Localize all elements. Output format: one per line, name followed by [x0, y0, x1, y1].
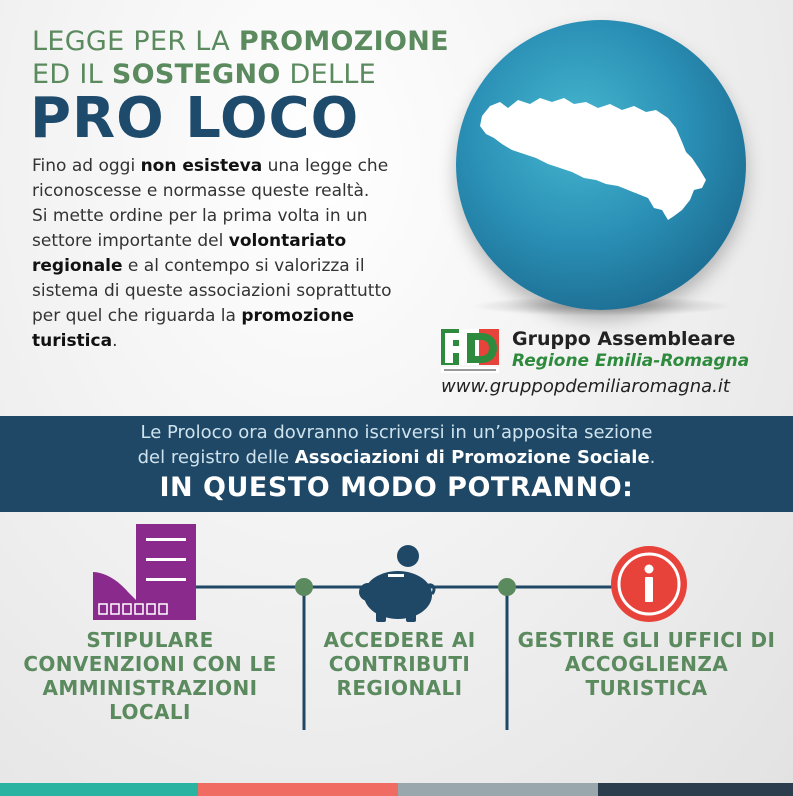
title-line-1: LEGGE PER LA PROMOZIONE — [32, 26, 449, 57]
emilia-romagna-map-icon — [478, 94, 708, 224]
info-icon — [611, 546, 687, 622]
info-band — [0, 416, 793, 512]
piggy-bank-icon — [359, 545, 434, 622]
org-region: Regione Emilia-Romagna — [512, 351, 750, 371]
band-heading: IN QUESTO MODO POTRANNO: — [159, 472, 634, 503]
color-strip-4 — [598, 783, 793, 796]
benefit-label-3: GESTIRE GLI UFFICI DI ACCOGLIENZA TURISTICA — [517, 628, 776, 700]
band-text-line-2: del registro delle Associazioni di Promozione Sociale. — [137, 447, 656, 468]
color-strip-2 — [198, 783, 398, 796]
org-url[interactable]: www.gruppopdemiliaromagna.it — [441, 376, 730, 397]
benefit-label-1: STIPULARE CONVENZIONI CON LE AMMINISTRAZIONI LOCALI — [23, 628, 277, 724]
connector-dot-left — [295, 578, 313, 596]
benefit-label-2: ACCEDERE AI CONTRIBUTI REGIONALI — [323, 628, 476, 700]
page-title: PRO LOCO — [30, 86, 360, 151]
title-line-2: ED IL SOSTEGNO DELLE — [32, 59, 377, 90]
connector-dot-right — [498, 578, 516, 596]
band-text-line-1: Le Proloco ora dovranno iscriversi in un’apposita sezione — [140, 422, 653, 443]
color-strip-1 — [0, 783, 198, 796]
intro-text: Fino ad oggi non esisteva una legge che riconoscesse e normasse queste realtà. Si mette ordine per la prima volta in un settore importante del volontariato regionale e al contempo si valorizza il sistema di queste associazioni soprattutto per quel che riguarda la promozione turistica. — [32, 156, 392, 351]
town-hall-icon — [93, 524, 196, 620]
color-strip-3 — [398, 783, 598, 796]
pd-logo-icon — [441, 329, 499, 375]
org-name: Gruppo Assembleare — [512, 328, 736, 350]
